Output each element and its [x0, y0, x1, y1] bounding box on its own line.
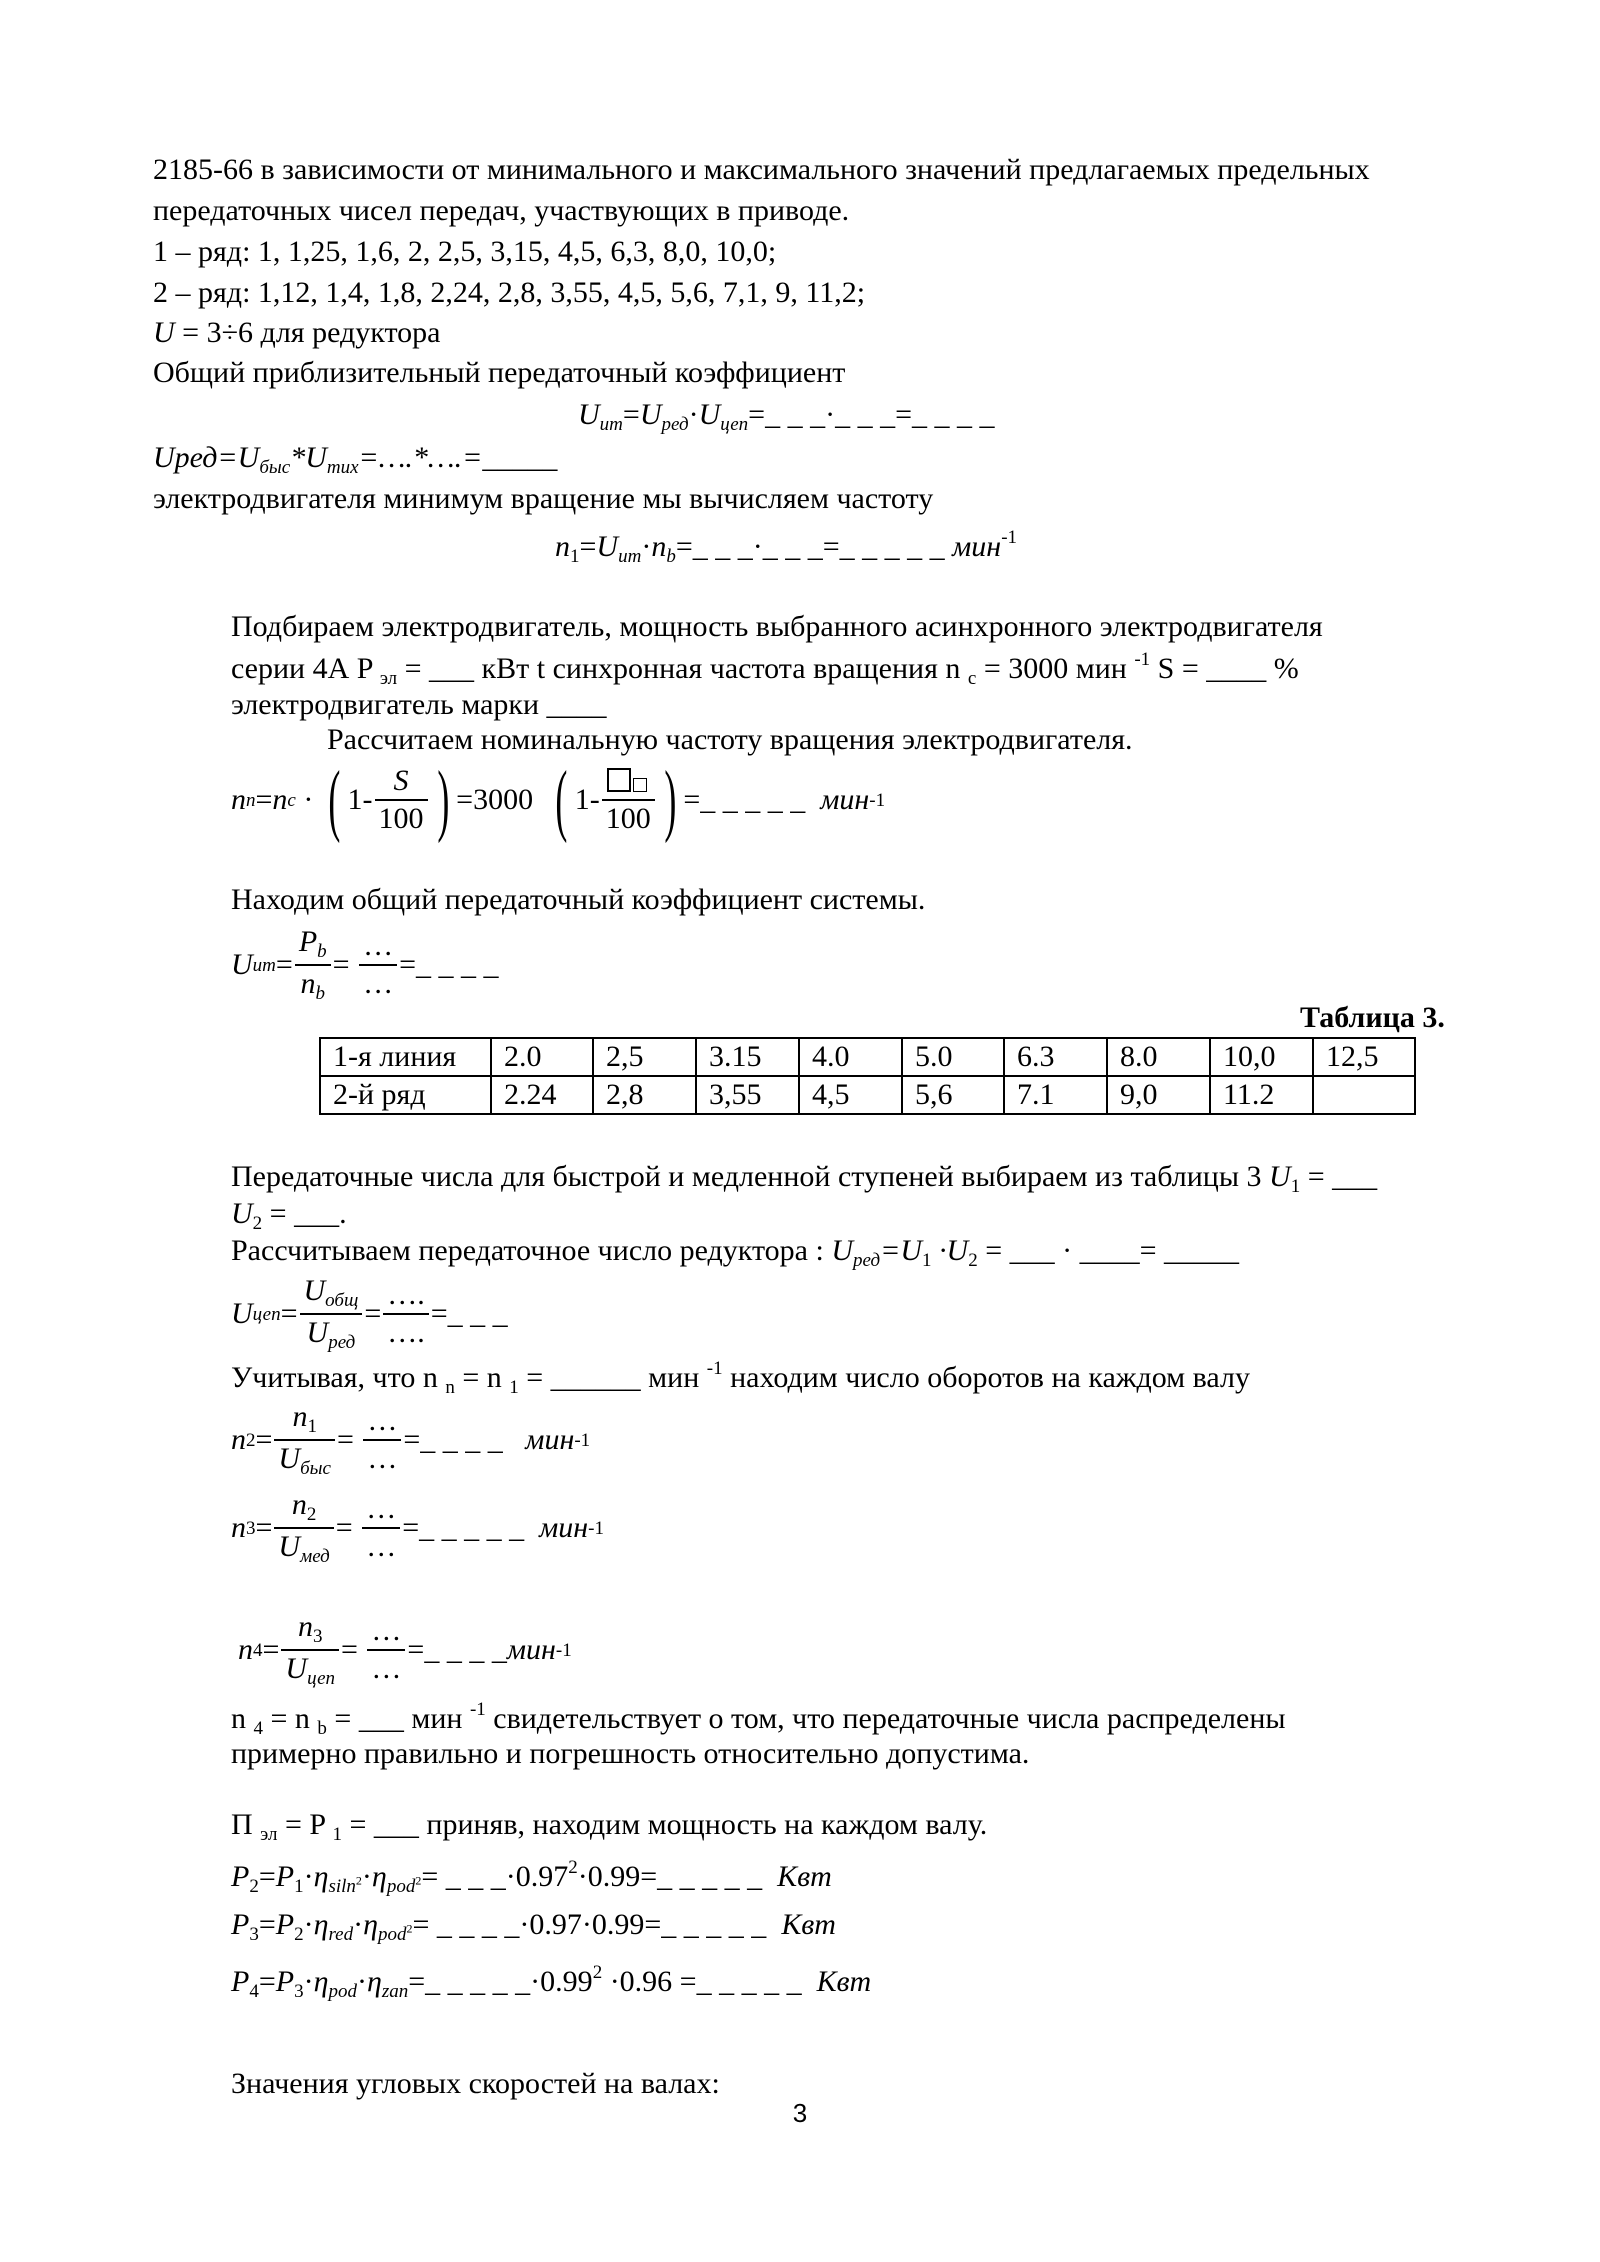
gear-calc-line: Рассчитываем передаточное число редуктора : $U_{ред}=U_1 \cdot U_2$ = ___ · ____= _____: [231, 1234, 1240, 1271]
motor-brand-line: электродвигатель марки ____: [231, 688, 607, 721]
table-cell: 5,6: [902, 1076, 1004, 1114]
series-row-1: 1 – ряд: 1, 1,25, 1,6, 2, 2,5, 3,15, 4,5, 6,3, 8,0, 10,0;: [153, 235, 777, 268]
table-cell: 7.1: [1004, 1076, 1107, 1114]
table-cell: 6.3: [1004, 1038, 1107, 1076]
table-cell: 5.0: [902, 1038, 1004, 1076]
equation-n1: $n_1=U_{ит}\cdot n_b=\_$ _ _·_ _ _=_ _ _ _ _ мин$^{-1}$: [555, 527, 1018, 567]
motor-select-line-1: Подбираем электродвигатель, мощность выбранного асинхронного электродвигателя: [231, 610, 1323, 643]
intro-line-2: передаточных чисел передач, участвующих в приводе.: [153, 194, 850, 227]
ratio-table: [319, 1037, 1416, 1115]
table-cell: 3,55: [696, 1076, 799, 1114]
equation-p4: $P_4=P_3\cdot\eta_{pod}\cdot\eta_{zan}=\_$ _ _ _ $\_\cdot 0.99^2 \cdot 0.96$ =_ _ _ _ _ Квт: [231, 1962, 872, 2002]
power-intro-line: П $_{эл}$ = P $_1$ = ___ приняв, находим мощность на каждом валу.: [231, 1808, 988, 1845]
motor-min-line: электродвигателя минимум вращение мы вычисляем частоту: [153, 482, 934, 515]
table-cell: 9,0: [1107, 1076, 1210, 1114]
system-coef-line: Находим общий передаточный коэффициент системы.: [231, 883, 926, 916]
table-cell: 2,8: [593, 1076, 696, 1114]
table-cell: 2.24: [491, 1076, 593, 1114]
table-cell: 3.15: [696, 1038, 799, 1076]
table-cell: 10,0: [1210, 1038, 1313, 1076]
equation-n3: n 3 = $\frac{n_2}{U_{мед}}$ = $\frac{\dots}{\dots}$ =_ _ _ _ _ мин -1: [231, 1488, 604, 1567]
table-cell: 12,5: [1313, 1038, 1415, 1076]
equation-u-red: $Uред=U_{быс}*U_{тих}=\dots.*\dots.=\_\_\_\_\_$: [153, 441, 558, 478]
equation-p2: $P_2=P_1\cdot\eta_{siln^2}\cdot\eta_{pod^2}=$ _ _ $\_\cdot 0.97^2\cdot 0.99=\_$ _ _ _ _ Квт: [231, 1857, 832, 1897]
equation-p3: $P_3=P_2\cdot\eta_{red}\cdot\eta_{pod^2}=$ _ _ _ _·0.97·0.99=_ _ _ _ _ Квт: [231, 1908, 836, 1945]
series-row-2: 2 – ряд: 1,12, 1,4, 1,8, 2,24, 2,8, 3,55, 4,5, 5,6, 7,1, 9, 11,2;: [153, 276, 866, 309]
equation-u-ut: $U_{ит}=U_{ред}\cdot U_{цеп}=\_$ _ _·_ _ _=_ _ _ _: [578, 398, 995, 435]
table-cell: 2,5: [593, 1038, 696, 1076]
equation-n2: n 2 = $\frac{n_1}{U_{быс}}$ = $\frac{\dots}{\dots}$ =_ _ _ _ мин -1: [231, 1400, 591, 1479]
placeholder-box-icon: [633, 778, 647, 792]
table-cell: 8.0: [1107, 1038, 1210, 1076]
n4-check-line-2: примерно правильно и погрешность относительно допустима.: [231, 1737, 1030, 1770]
page-number: 3: [792, 2098, 808, 2128]
equation-n4: n 4 = $\frac{n_3}{U_{цеп}}$ = $\frac{\dots}{\dots}$ =_ _ _ _ мин -1: [238, 1610, 572, 1689]
motor-select-line-2: серии 4А P $_{эл}$ = ___ кВт t синхронная частота вращения n $_c$ = 3000 мин $^{-1}$ S = ____ %: [231, 649, 1299, 689]
u-range-line: U = 3÷6 для редуктора: [153, 316, 441, 349]
table-row: [320, 1076, 1415, 1114]
gear-select-line-2: $U_2$ = ___.: [231, 1197, 347, 1234]
table-cell: 4,5: [799, 1076, 902, 1114]
general-coef-line: Общий приблизительный передаточный коэффициент: [153, 356, 846, 389]
equation-u-tsep: U цеп = $\frac{U_{общ}}{U_{ред}}$ = $\frac{\dots.}{\dots.}$ =_ _ _: [231, 1274, 508, 1353]
equation-nominal-rpm: n n = n c · ( 1 - $\frac{S}{100}$ ) = 3000 ( 1 - 100 ) =_ _ _ _ _ мин -1: [231, 756, 886, 844]
table-cell: 1-я линия: [320, 1038, 491, 1076]
table-row: [320, 1038, 1415, 1076]
nominal-freq-line: Рассчитаем номинальную частоту вращения электродвигателя.: [327, 723, 1133, 756]
intro-line-1: 2185-66 в зависимости от минимального и максимального значений предлагаемых предельных: [153, 153, 1370, 186]
gear-select-line-1: Передаточные числа для быстрой и медленной ступеней выбираем из таблицы 3 $U_1$ = ___: [231, 1160, 1378, 1197]
rpm-intro-line: Учитывая, что n $_n$ = n $_1$ = ______ мин $^{-1}$ находим число оборотов на каждом валу: [231, 1358, 1250, 1398]
table-cell: 2-й ряд: [320, 1076, 491, 1114]
n4-check-line-1: n $_4$ = n $_b$ = ___ мин $^{-1}$ свидетельствует о том, что передаточные числа распределены: [231, 1699, 1286, 1739]
table-cell: 11.2: [1210, 1076, 1313, 1114]
equation-u-ut-system: U ит = $\frac{P_b}{n_b}$ = $\frac{\dots}{\dots}$ =_ _ _ _: [231, 925, 499, 1004]
table-cell: 4.0: [799, 1038, 902, 1076]
angular-speed-line: Значения угловых скоростей на валах:: [231, 2067, 720, 2100]
placeholder-box-icon: [607, 768, 631, 792]
table-cell: [1313, 1076, 1415, 1114]
table-cell: 2.0: [491, 1038, 593, 1076]
table-caption: Таблица 3.: [1300, 1001, 1445, 1034]
